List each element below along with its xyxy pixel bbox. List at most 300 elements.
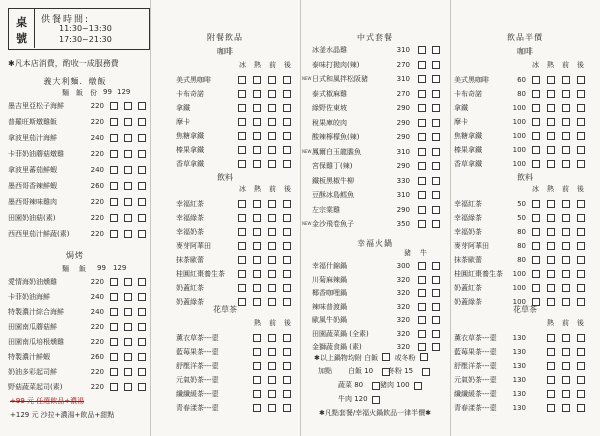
option-checkbox[interactable] — [532, 228, 540, 236]
option-checkbox[interactable] — [124, 308, 132, 316]
option-checkbox[interactable] — [268, 200, 276, 208]
column-label: 後 — [284, 61, 291, 69]
option-checkbox[interactable] — [418, 61, 426, 69]
option-checkbox[interactable] — [562, 334, 570, 342]
option-checkbox[interactable] — [562, 256, 570, 264]
option-checkbox[interactable] — [547, 404, 555, 412]
option-checkbox[interactable] — [138, 338, 146, 346]
option-checkbox[interactable] — [532, 76, 540, 84]
option-checkbox[interactable] — [124, 150, 132, 158]
option-checkbox[interactable] — [268, 242, 276, 250]
option-checkbox[interactable] — [238, 76, 246, 84]
option-checkbox[interactable] — [418, 90, 426, 98]
option-checkbox[interactable] — [124, 198, 132, 206]
option-checkbox[interactable] — [418, 262, 426, 270]
item-name: 拿波里蕃茄鮮蝦 — [8, 166, 57, 174]
option-checkbox[interactable] — [124, 118, 132, 126]
item-name: 特製濃汁鮮蝦 — [8, 353, 50, 361]
option-checkbox[interactable] — [562, 362, 570, 370]
item-price: 100 — [512, 132, 526, 140]
option-checkbox[interactable] — [110, 278, 118, 286]
option-checkbox[interactable] — [577, 228, 585, 236]
option-checkbox[interactable] — [268, 404, 276, 412]
option-checkbox[interactable] — [138, 150, 146, 158]
item-name: 川菊麻辣鍋 — [312, 275, 347, 284]
option-checkbox[interactable] — [253, 200, 261, 208]
option-checkbox[interactable] — [432, 75, 440, 83]
option-checkbox[interactable] — [562, 284, 570, 292]
option-checkbox[interactable] — [238, 104, 246, 112]
item-name: 墨西哥香辣鮮蝦 — [8, 182, 57, 190]
option-checkbox[interactable] — [138, 383, 146, 391]
column-label: 後 — [577, 319, 584, 327]
option-checkbox[interactable] — [124, 353, 132, 361]
baked-row — [8, 336, 150, 348]
chinese-set-row — [312, 102, 450, 114]
option-checkbox[interactable] — [110, 198, 118, 206]
option-checkbox[interactable] — [432, 303, 440, 311]
item-price: 220 — [90, 230, 104, 238]
option-checkbox[interactable] — [238, 200, 246, 208]
item-name: 焦糖拿鐵 — [454, 132, 482, 140]
option-checkbox[interactable] — [138, 182, 146, 190]
option-checkbox[interactable] — [283, 118, 291, 126]
option-checkbox[interactable] — [418, 104, 426, 112]
option-checkbox[interactable] — [283, 256, 291, 264]
option-checkbox[interactable] — [577, 160, 585, 168]
option-checkbox[interactable] — [547, 90, 555, 98]
option-checkbox[interactable] — [138, 308, 146, 316]
option-checkbox[interactable] — [432, 316, 440, 324]
option-checkbox[interactable] — [253, 214, 261, 222]
option-checkbox[interactable] — [432, 133, 440, 141]
option-checkbox[interactable] — [432, 330, 440, 338]
option-checkbox[interactable] — [577, 118, 585, 126]
option-checkbox[interactable] — [547, 242, 555, 250]
option-checkbox[interactable] — [577, 214, 585, 222]
option-checkbox[interactable] — [432, 61, 440, 69]
option-checkbox[interactable] — [238, 132, 246, 140]
option-checkbox[interactable] — [124, 230, 132, 238]
option-checkbox[interactable] — [532, 118, 540, 126]
option-checkbox[interactable] — [577, 132, 585, 140]
option-checkbox[interactable] — [124, 293, 132, 301]
option-checkbox[interactable] — [577, 334, 585, 342]
item-price: 320 — [396, 289, 410, 297]
option-checkbox[interactable] — [547, 104, 555, 112]
item-price: 100 — [512, 146, 526, 154]
option-checkbox[interactable] — [253, 228, 261, 236]
chinese-set-row — [312, 189, 450, 201]
option-checkbox[interactable] — [432, 148, 440, 156]
item-price: 130 — [512, 334, 526, 342]
option-checkbox[interactable] — [432, 119, 440, 127]
option-checkbox[interactable] — [547, 228, 555, 236]
option-checkbox[interactable] — [577, 404, 585, 412]
option-checkbox[interactable] — [577, 348, 585, 356]
item-name: 特製濃汁綜合海鮮 — [8, 308, 64, 316]
option-checkbox[interactable] — [253, 242, 261, 250]
addon-checkbox[interactable] — [422, 368, 430, 376]
option-checkbox[interactable] — [283, 160, 291, 168]
option-checkbox[interactable] — [110, 338, 118, 346]
hotpot-section-title: 幸福火鍋 — [357, 239, 393, 248]
option-checkbox[interactable] — [238, 146, 246, 154]
item-name: 田園南瓜蘑菇鮮 — [8, 323, 57, 331]
option-checkbox[interactable] — [238, 118, 246, 126]
option-checkbox[interactable] — [268, 214, 276, 222]
option-checkbox[interactable] — [532, 242, 540, 250]
option-checkbox[interactable] — [547, 270, 555, 278]
option-checkbox[interactable] — [238, 160, 246, 168]
option-checkbox[interactable] — [110, 150, 118, 158]
option-checkbox[interactable] — [432, 162, 440, 170]
option-checkbox[interactable] — [283, 270, 291, 278]
option-checkbox[interactable] — [283, 200, 291, 208]
option-checkbox[interactable] — [432, 276, 440, 284]
option-checkbox[interactable] — [110, 166, 118, 174]
option-checkbox[interactable] — [547, 132, 555, 140]
option-checkbox[interactable] — [562, 242, 570, 250]
option-checkbox[interactable] — [432, 191, 440, 199]
option-checkbox[interactable] — [124, 102, 132, 110]
option-checkbox[interactable] — [253, 284, 261, 292]
option-checkbox[interactable] — [283, 376, 291, 384]
option-checkbox[interactable] — [253, 256, 261, 264]
option-checkbox[interactable] — [253, 90, 261, 98]
option-checkbox[interactable] — [110, 230, 118, 238]
item-name: 藍莓果茶---壺 — [454, 348, 497, 356]
option-checkbox[interactable] — [418, 343, 426, 351]
option-checkbox[interactable] — [418, 191, 426, 199]
option-checkbox[interactable] — [547, 160, 555, 168]
option-checkbox[interactable] — [547, 76, 555, 84]
option-checkbox[interactable] — [268, 76, 276, 84]
column-label: 熱 — [254, 319, 261, 327]
item-price: 100 — [512, 298, 526, 306]
option-checkbox[interactable] — [577, 242, 585, 250]
option-checkbox[interactable] — [253, 390, 261, 398]
option-checkbox[interactable] — [253, 104, 261, 112]
option-checkbox[interactable] — [418, 289, 426, 297]
option-checkbox[interactable] — [110, 353, 118, 361]
option-checkbox[interactable] — [418, 162, 426, 170]
option-checkbox[interactable] — [268, 118, 276, 126]
option-checkbox[interactable] — [577, 76, 585, 84]
option-checkbox[interactable] — [124, 166, 132, 174]
item-name: 田園奶油菇(素) — [8, 214, 56, 222]
item-price: 240 — [90, 166, 104, 174]
option-checkbox[interactable] — [547, 362, 555, 370]
option-checkbox[interactable] — [418, 177, 426, 185]
option-checkbox[interactable] — [268, 90, 276, 98]
option-checkbox[interactable] — [283, 90, 291, 98]
option-checkbox[interactable] — [418, 206, 426, 214]
option-checkbox[interactable] — [577, 104, 585, 112]
option-checkbox[interactable] — [253, 132, 261, 140]
option-checkbox[interactable] — [138, 214, 146, 222]
item-price: 220 — [90, 198, 104, 206]
option-checkbox[interactable] — [283, 348, 291, 356]
item-name: 日式和風拌松阪豬 — [312, 75, 368, 83]
chinese-set-row — [312, 59, 450, 71]
addon-checkbox[interactable] — [372, 382, 380, 390]
rice-checkbox[interactable] — [382, 353, 390, 361]
option-checkbox[interactable] — [432, 262, 440, 270]
option-checkbox[interactable] — [110, 323, 118, 331]
option-checkbox[interactable] — [110, 368, 118, 376]
option-checkbox[interactable] — [110, 293, 118, 301]
option-checkbox[interactable] — [547, 214, 555, 222]
item-name: 香草拿鐵 — [176, 160, 204, 168]
option-checkbox[interactable] — [577, 284, 585, 292]
option-checkbox[interactable] — [562, 90, 570, 98]
option-checkbox[interactable] — [268, 390, 276, 398]
option-checkbox[interactable] — [283, 334, 291, 342]
option-checkbox[interactable] — [138, 323, 146, 331]
option-checkbox[interactable] — [110, 214, 118, 222]
half-coffee-row — [454, 74, 600, 86]
item-name: 薰衣草茶---壺 — [176, 334, 219, 342]
option-checkbox[interactable] — [418, 316, 426, 324]
item-price: 130 — [512, 376, 526, 384]
option-checkbox[interactable] — [532, 270, 540, 278]
option-checkbox[interactable] — [577, 256, 585, 264]
item-name: 泰式椒麻雞 — [312, 89, 347, 98]
option-checkbox[interactable] — [268, 132, 276, 140]
option-checkbox[interactable] — [418, 46, 426, 54]
option-checkbox[interactable] — [253, 160, 261, 168]
option-checkbox[interactable] — [268, 256, 276, 264]
option-checkbox[interactable] — [268, 228, 276, 236]
column-label: 後 — [284, 319, 291, 327]
option-checkbox[interactable] — [532, 132, 540, 140]
option-checkbox[interactable] — [562, 390, 570, 398]
item-name: 元氣奶茶---壺 — [176, 376, 219, 384]
option-checkbox[interactable] — [532, 160, 540, 168]
option-checkbox[interactable] — [268, 348, 276, 356]
option-checkbox[interactable] — [253, 348, 261, 356]
option-checkbox[interactable] — [562, 104, 570, 112]
option-checkbox[interactable] — [253, 270, 261, 278]
option-checkbox[interactable] — [432, 343, 440, 351]
option-checkbox[interactable] — [124, 338, 132, 346]
option-checkbox[interactable] — [418, 75, 426, 83]
option-checkbox[interactable] — [577, 390, 585, 398]
option-checkbox[interactable] — [418, 276, 426, 284]
option-checkbox[interactable] — [432, 90, 440, 98]
option-checkbox[interactable] — [547, 376, 555, 384]
option-checkbox[interactable] — [283, 362, 291, 370]
option-checkbox[interactable] — [432, 289, 440, 297]
option-checkbox[interactable] — [532, 104, 540, 112]
option-checkbox[interactable] — [138, 166, 146, 174]
option-checkbox[interactable] — [577, 362, 585, 370]
option-checkbox[interactable] — [110, 383, 118, 391]
hotpot-row — [312, 328, 450, 340]
option-checkbox[interactable] — [283, 132, 291, 140]
pasta-row — [8, 212, 150, 224]
item-price: 240 — [90, 308, 104, 316]
option-checkbox[interactable] — [562, 200, 570, 208]
option-checkbox[interactable] — [253, 118, 261, 126]
column-label: 後 — [577, 185, 584, 193]
option-checkbox[interactable] — [432, 46, 440, 54]
option-checkbox[interactable] — [268, 104, 276, 112]
option-checkbox[interactable] — [532, 146, 540, 154]
option-checkbox[interactable] — [532, 256, 540, 264]
option-checkbox[interactable] — [418, 119, 426, 127]
option-checkbox[interactable] — [532, 90, 540, 98]
option-checkbox[interactable] — [253, 362, 261, 370]
option-checkbox[interactable] — [138, 368, 146, 376]
hotpot-note: ✱以上鍋物均附 白飯 — [314, 354, 379, 362]
option-checkbox[interactable] — [138, 102, 146, 110]
option-checkbox[interactable] — [283, 242, 291, 250]
pasta-row — [8, 180, 150, 192]
option-checkbox[interactable] — [124, 278, 132, 286]
option-checkbox[interactable] — [562, 160, 570, 168]
option-checkbox[interactable] — [238, 284, 246, 292]
option-checkbox[interactable] — [283, 284, 291, 292]
option-checkbox[interactable] — [138, 230, 146, 238]
option-checkbox[interactable] — [418, 148, 426, 156]
option-checkbox[interactable] — [253, 146, 261, 154]
option-checkbox[interactable] — [562, 214, 570, 222]
option-checkbox[interactable] — [418, 133, 426, 141]
option-checkbox[interactable] — [547, 284, 555, 292]
option-checkbox[interactable] — [110, 308, 118, 316]
option-checkbox[interactable] — [238, 270, 246, 278]
option-checkbox[interactable] — [110, 118, 118, 126]
option-checkbox[interactable] — [532, 200, 540, 208]
pasta-row — [8, 132, 150, 144]
half-herb-row — [454, 332, 600, 344]
option-checkbox[interactable] — [547, 256, 555, 264]
option-checkbox[interactable] — [283, 104, 291, 112]
hotpot-note-2: 或冬粉 — [394, 354, 416, 362]
option-checkbox[interactable] — [562, 132, 570, 140]
option-checkbox[interactable] — [138, 134, 146, 142]
option-checkbox[interactable] — [577, 270, 585, 278]
option-checkbox[interactable] — [268, 146, 276, 154]
option-checkbox[interactable] — [577, 90, 585, 98]
chinese-set-row — [312, 175, 450, 187]
option-checkbox[interactable] — [138, 118, 146, 126]
option-checkbox[interactable] — [268, 160, 276, 168]
option-checkbox[interactable] — [138, 278, 146, 286]
column-label: 牛 — [420, 249, 427, 257]
option-checkbox[interactable] — [238, 242, 246, 250]
option-checkbox[interactable] — [283, 146, 291, 154]
addon-checkbox[interactable] — [414, 382, 422, 390]
option-checkbox[interactable] — [124, 368, 132, 376]
option-checkbox[interactable] — [532, 214, 540, 222]
option-checkbox[interactable] — [562, 228, 570, 236]
option-checkbox[interactable] — [432, 220, 440, 228]
option-checkbox[interactable] — [418, 303, 426, 311]
option-checkbox[interactable] — [253, 404, 261, 412]
option-checkbox[interactable] — [577, 376, 585, 384]
option-checkbox[interactable] — [253, 376, 261, 384]
option-checkbox[interactable] — [268, 334, 276, 342]
column-label: 熱 — [254, 61, 261, 69]
option-checkbox[interactable] — [562, 146, 570, 154]
coffee-row — [176, 74, 300, 86]
option-checkbox[interactable] — [283, 214, 291, 222]
item-name: 金獅蔬食鍋 (素) — [312, 343, 362, 351]
option-checkbox[interactable] — [124, 134, 132, 142]
option-checkbox[interactable] — [562, 76, 570, 84]
noodle-checkbox[interactable] — [420, 353, 428, 361]
option-checkbox[interactable] — [562, 270, 570, 278]
option-checkbox[interactable] — [138, 293, 146, 301]
option-checkbox[interactable] — [562, 348, 570, 356]
option-checkbox[interactable] — [547, 146, 555, 154]
option-checkbox[interactable] — [432, 177, 440, 185]
option-checkbox[interactable] — [110, 102, 118, 110]
option-checkbox[interactable] — [268, 270, 276, 278]
option-checkbox[interactable] — [577, 200, 585, 208]
option-checkbox[interactable] — [238, 214, 246, 222]
option-checkbox[interactable] — [547, 118, 555, 126]
option-checkbox[interactable] — [432, 206, 440, 214]
option-checkbox[interactable] — [238, 256, 246, 264]
option-checkbox[interactable] — [532, 284, 540, 292]
table-ticket — [8, 8, 150, 50]
option-checkbox[interactable] — [124, 214, 132, 222]
option-checkbox[interactable] — [283, 76, 291, 84]
pasta-row — [8, 228, 150, 240]
option-checkbox[interactable] — [253, 76, 261, 84]
option-checkbox[interactable] — [283, 404, 291, 412]
option-checkbox[interactable] — [547, 200, 555, 208]
new-badge: NEW — [302, 76, 312, 81]
option-checkbox[interactable] — [418, 330, 426, 338]
option-checkbox[interactable] — [562, 118, 570, 126]
option-checkbox[interactable] — [110, 182, 118, 190]
item-name: 左宗棠雞 — [312, 205, 340, 214]
option-checkbox[interactable] — [124, 383, 132, 391]
option-checkbox[interactable] — [547, 348, 555, 356]
option-checkbox[interactable] — [138, 198, 146, 206]
chinese-set-row — [302, 73, 450, 85]
option-checkbox[interactable] — [283, 390, 291, 398]
option-checkbox[interactable] — [124, 182, 132, 190]
option-checkbox[interactable] — [547, 390, 555, 398]
item-name: 抹茶歐蕾 — [454, 256, 482, 264]
option-checkbox[interactable] — [124, 323, 132, 331]
option-checkbox[interactable] — [253, 334, 261, 342]
option-checkbox[interactable] — [577, 146, 585, 154]
option-checkbox[interactable] — [432, 104, 440, 112]
option-checkbox[interactable] — [238, 228, 246, 236]
option-checkbox[interactable] — [562, 376, 570, 384]
coffee-subtitle: 咖啡 — [217, 47, 233, 56]
option-checkbox[interactable] — [268, 284, 276, 292]
option-checkbox[interactable] — [418, 220, 426, 228]
item-name: 卡菲奶油海鮮 — [8, 293, 50, 301]
option-checkbox[interactable] — [110, 134, 118, 142]
option-checkbox[interactable] — [138, 353, 146, 361]
addon-checkbox[interactable] — [372, 396, 380, 404]
option-checkbox[interactable] — [283, 228, 291, 236]
option-checkbox[interactable] — [238, 90, 246, 98]
option-checkbox[interactable] — [268, 376, 276, 384]
option-checkbox[interactable] — [547, 334, 555, 342]
option-checkbox[interactable] — [268, 362, 276, 370]
option-checkbox[interactable] — [562, 404, 570, 412]
